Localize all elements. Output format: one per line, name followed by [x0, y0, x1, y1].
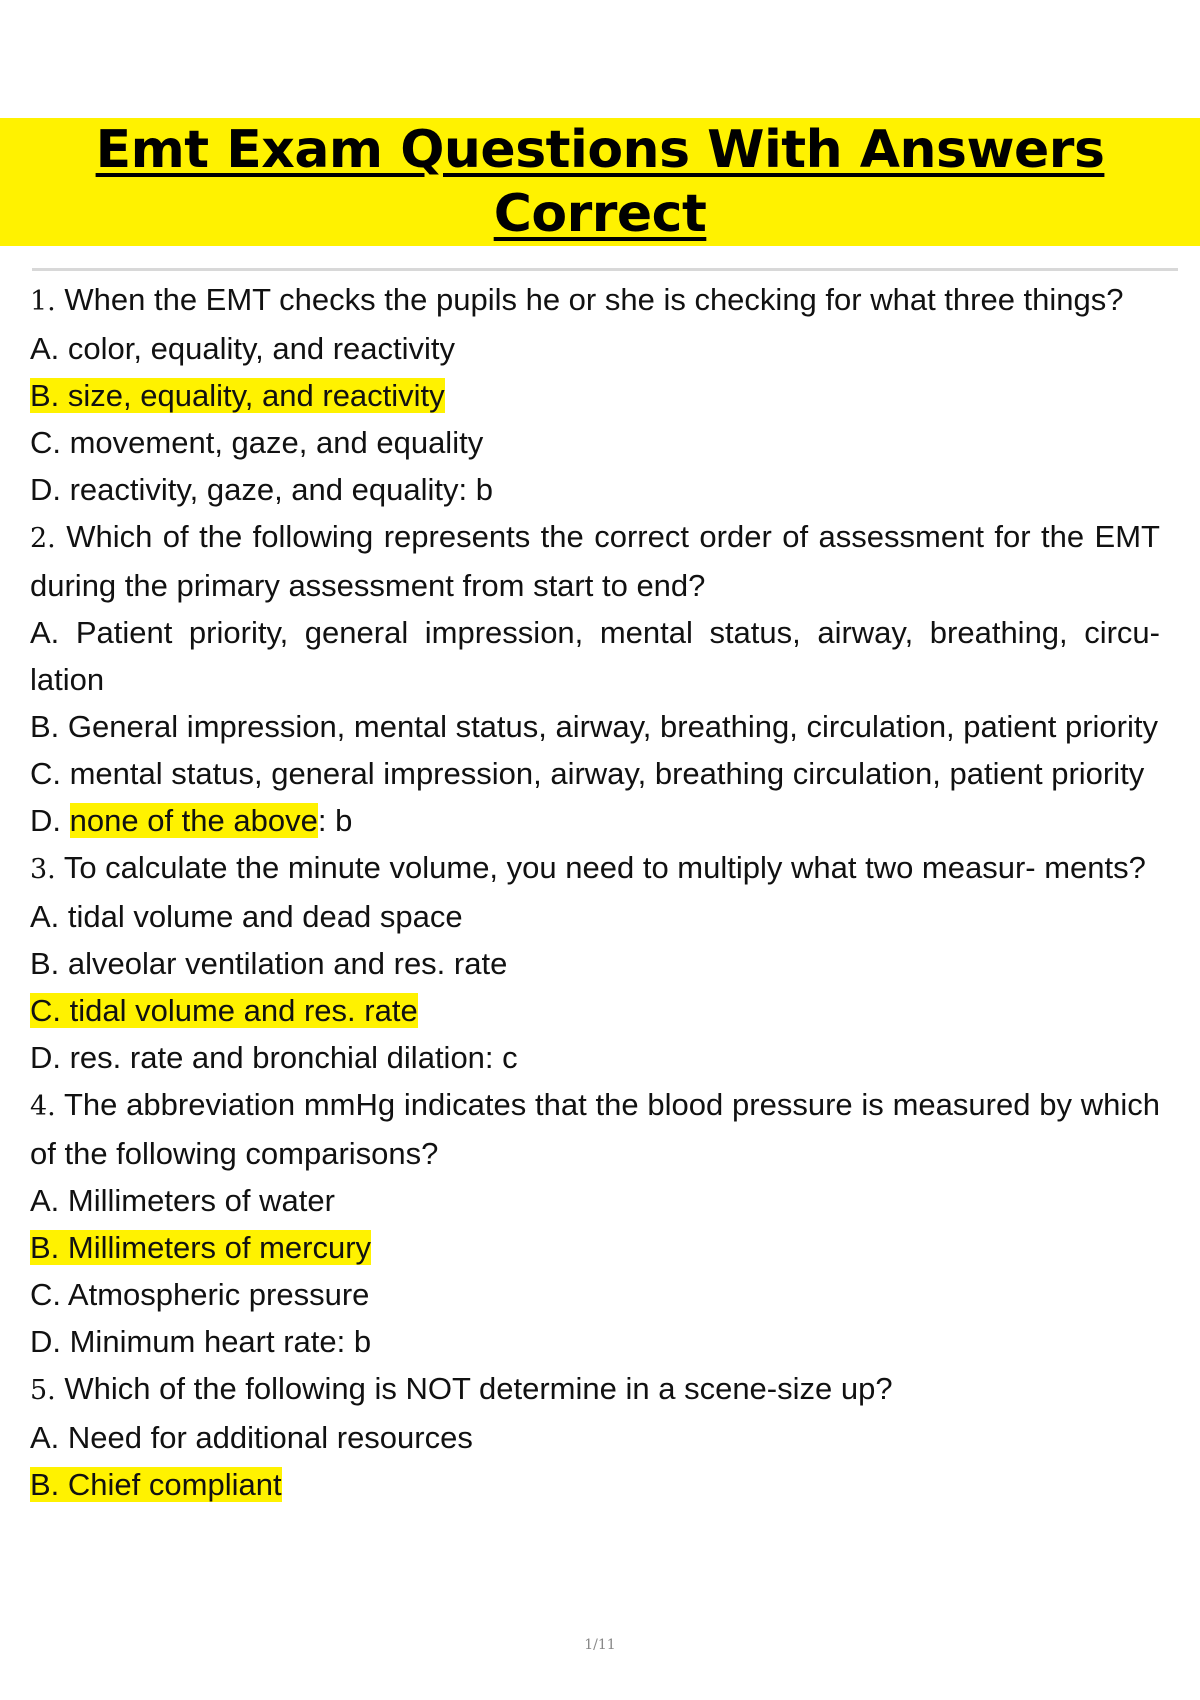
question-4-option-a: A. Millimeters of water [30, 1183, 335, 1218]
question-2-text: Which of the following represents the correct order of assessment for the EMT during the primary assessment from start to end? [30, 519, 1160, 603]
question-5-number: 5. [30, 1375, 56, 1406]
question-3-option-a: A. tidal volume and dead space [30, 899, 463, 934]
question-2-option-b: B. General impression, mental status, airway, breathing, circulation, patient priority [30, 709, 1158, 744]
question-3-number: 3. [30, 854, 56, 885]
question-1-option-d: D. reactivity, gaze, and equality: b [30, 472, 493, 507]
question-4-number: 4. [30, 1091, 56, 1122]
question-3-text: To calculate the minute volume, you need to multiply what two measur- ments? [55, 850, 1146, 885]
question-4 [30, 1081, 1160, 1177]
question-2-number: 2. [30, 523, 56, 554]
question-1 [30, 276, 1160, 325]
question-1-option-a: A. color, equality, and reactivity [30, 331, 456, 366]
question-5-text: Which of the following is NOT determine in a scene-size up? [55, 1371, 893, 1406]
highlighted-answer: C. tidal volume and res. rate [30, 993, 418, 1028]
question-2-option-c: C. mental status, general impression, airway, breathing circulation, patient priority [30, 756, 1145, 791]
highlighted-answer: B. size, equality, and reactivity [30, 378, 445, 413]
question-4-option-b [30, 1224, 1160, 1271]
question-5-option-b [30, 1461, 1160, 1508]
question-3 [30, 844, 1160, 893]
question-4-option-d: D. Minimum heart rate: b [30, 1324, 372, 1359]
question-3-option-b: B. alveolar ventilation and res. rate [30, 946, 508, 981]
question-2-option-d: D. none of the above: b [30, 803, 353, 838]
document-title: Emt Exam Questions With Answers Correct [0, 118, 1200, 246]
question-1-option-b [30, 372, 1160, 419]
question-5 [30, 1365, 1160, 1414]
questions-list [30, 276, 1160, 1508]
title-divider [32, 268, 1178, 271]
title-container [0, 118, 1200, 246]
highlighted-answer: none of the above [69, 803, 318, 838]
question-3-option-c [30, 987, 1160, 1034]
question-5-option-a: A. Need for additional resources [30, 1420, 473, 1455]
question-2 [30, 513, 1160, 609]
page-number: 1/11 [584, 1637, 616, 1653]
question-4-text: The abbreviation mmHg indicates that the blood pressure is measured by which of the following comparisons? [30, 1087, 1160, 1171]
highlighted-answer: B. Millimeters of mercury [30, 1230, 372, 1265]
question-4-option-c: C. Atmospheric pressure [30, 1277, 370, 1312]
question-1-number: 1. [30, 286, 56, 317]
question-2-option-a: A. Patient priority, general impression, mental status, airway, breathing, circu- lation [30, 615, 1160, 697]
question-1-text: When the EMT checks the pupils he or she is checking for what three things? [55, 282, 1124, 317]
question-3-option-d: D. res. rate and bronchial dilation: c [30, 1040, 518, 1075]
highlighted-answer: B. Chief compliant [30, 1467, 282, 1502]
question-1-option-c: C. movement, gaze, and equality [30, 425, 484, 460]
